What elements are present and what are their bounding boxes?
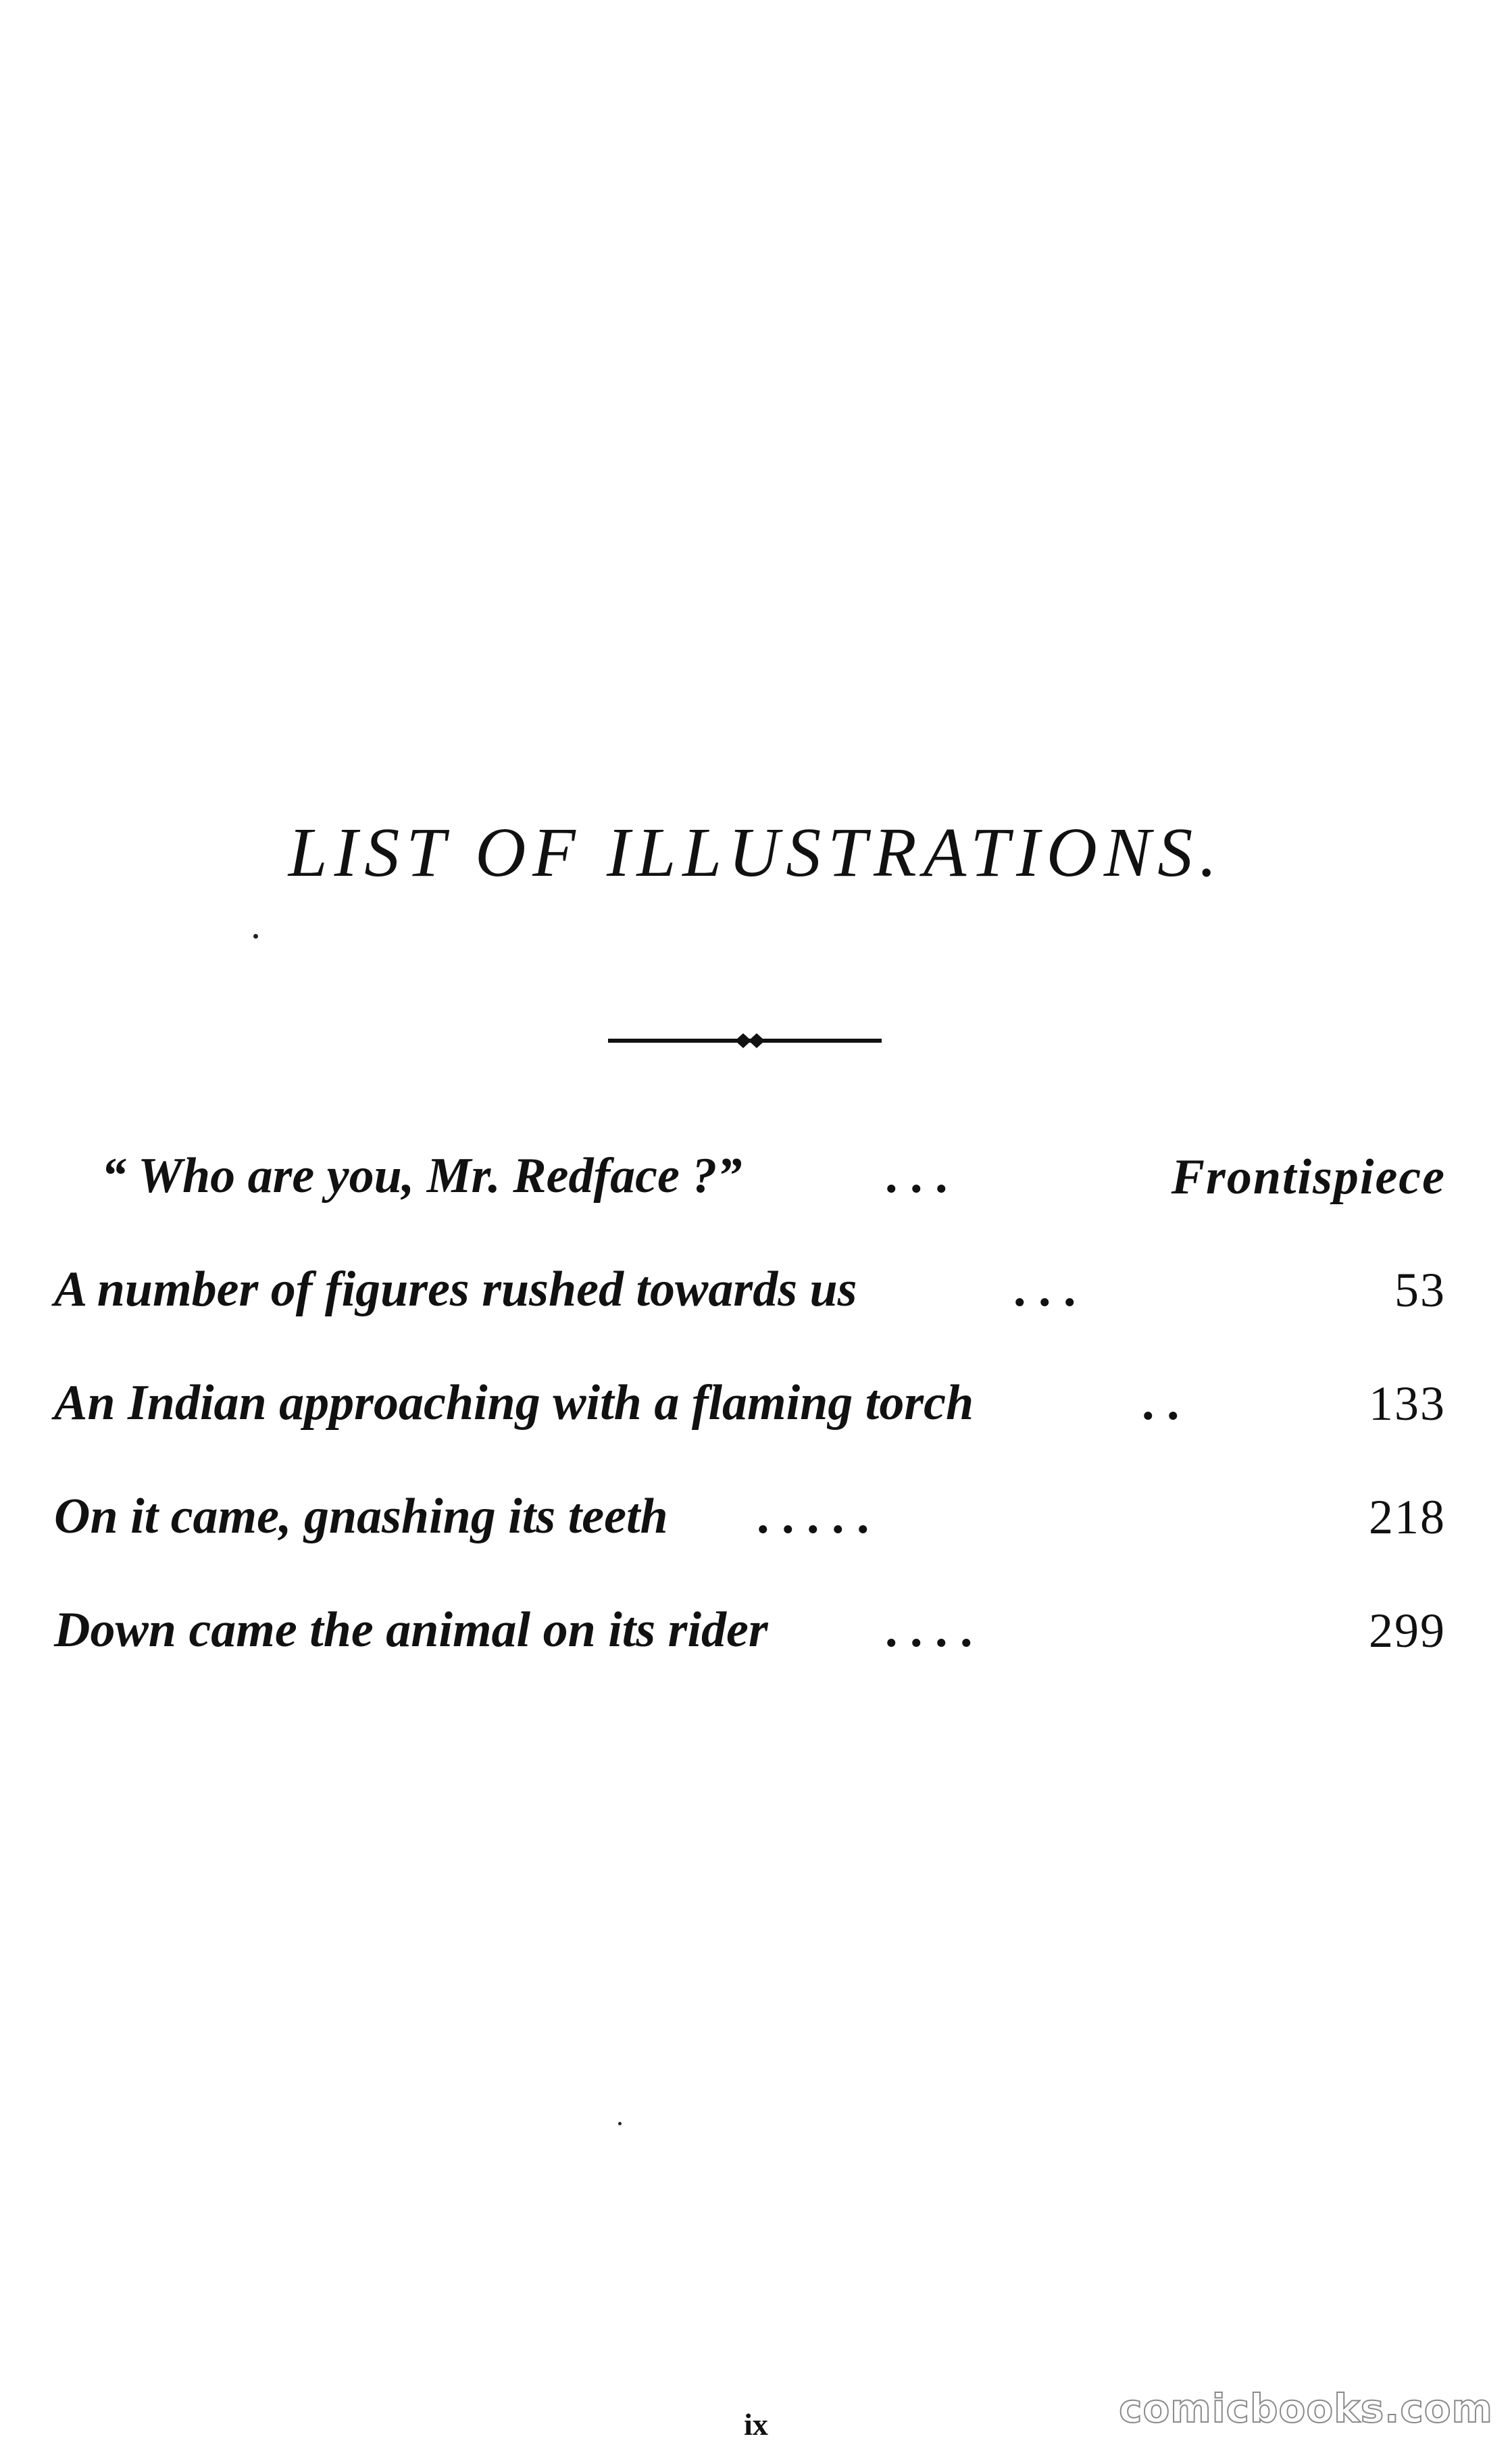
illustration-caption: Down came the animal on its rider xyxy=(54,1602,768,1658)
dot-leaders: . . xyxy=(1142,1375,1180,1431)
illustration-caption: A number of figures rushed towards us xyxy=(54,1262,857,1317)
dot-leaders: . . . . . xyxy=(757,1489,870,1544)
page-reference: Frontispiece xyxy=(1171,1149,1446,1205)
list-item xyxy=(54,1489,1446,1603)
watermark: comicbooks.com xyxy=(1119,2385,1493,2431)
list-item xyxy=(54,1149,1446,1262)
stray-mark xyxy=(618,2122,622,2125)
illustration-caption: An Indian approaching with a flaming torch xyxy=(54,1375,974,1431)
illustration-list xyxy=(54,1149,1446,1716)
list-item xyxy=(54,1376,1446,1489)
illustration-caption: “ Who are you, Mr. Redface ?” xyxy=(101,1148,742,1204)
illustration-caption: On it came, gnashing its teeth xyxy=(54,1489,668,1544)
dot-leaders: . . . xyxy=(1013,1262,1076,1317)
page-title: LIST OF ILLUSTRATIONS. xyxy=(288,814,1224,891)
page-reference: 218 xyxy=(1369,1490,1446,1544)
page-reference: 299 xyxy=(1369,1604,1446,1658)
dot-leaders: . . . . xyxy=(885,1602,973,1658)
stray-mark xyxy=(253,934,258,939)
page-reference: 133 xyxy=(1369,1377,1446,1431)
ornament-divider xyxy=(0,1027,1512,1054)
page-reference: 53 xyxy=(1394,1263,1446,1317)
page-number: ix xyxy=(744,2407,768,2442)
list-item xyxy=(54,1603,1446,1716)
dot-leaders: . . . xyxy=(885,1148,948,1204)
list-item xyxy=(54,1262,1446,1376)
